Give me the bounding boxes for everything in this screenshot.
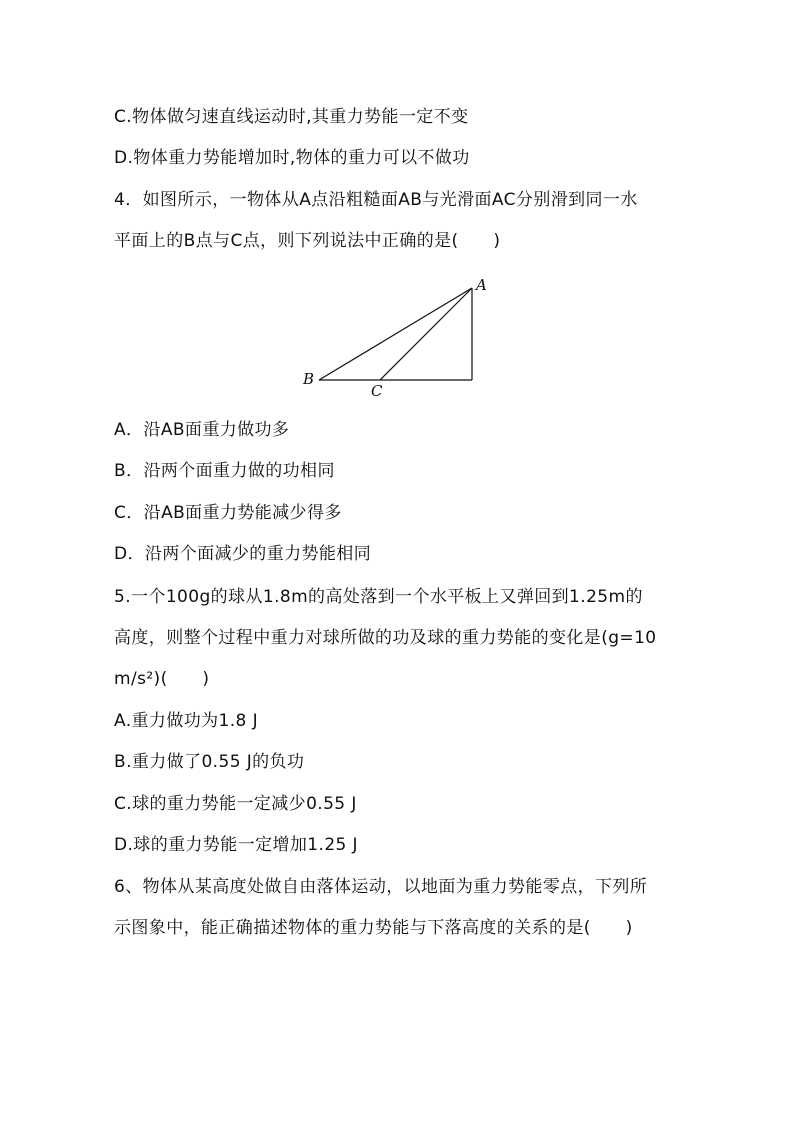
option-3d-text: D.物体重力势能增加时,物体的重力可以不做功 bbox=[114, 148, 470, 168]
question-4-stem-line-1: 4．如图所示，一物体从A点沿粗糙面AB与光滑面AC分别滑到同一水 bbox=[114, 190, 638, 210]
label-a: A bbox=[476, 276, 487, 294]
option-5d-text: D.球的重力势能一定增加1.25 J bbox=[114, 835, 358, 855]
incline-ac bbox=[380, 288, 472, 380]
option-5c-text: C.球的重力势能一定减少0.55 J bbox=[114, 794, 357, 814]
option-4b-text: B．沿两个面重力做的功相同 bbox=[114, 461, 335, 481]
question-6-stem-line-2: 示图象中，能正确描述物体的重力势能与下落高度的关系的是( ) bbox=[114, 918, 633, 938]
question-5-stem-line-2: 高度，则整个过程中重力对球所做的功及球的重力势能的变化是(g=10 bbox=[114, 628, 657, 648]
option-3c-text: C.物体做匀速直线运动时,其重力势能一定不变 bbox=[114, 107, 469, 127]
option-4c-text: C．沿AB面重力势能减少得多 bbox=[114, 503, 342, 523]
label-c: C bbox=[371, 382, 383, 400]
question-4-stem-line-2: 平面上的B点与C点，则下列说法中正确的是( ) bbox=[114, 231, 501, 251]
question-6-stem-line-1: 6、物体从某高度处做自由落体运动，以地面为重力势能零点，下列所 bbox=[114, 877, 648, 897]
incline-ab bbox=[319, 288, 472, 380]
label-b: B bbox=[303, 370, 315, 388]
question-5-stem-line-1: 5.一个100g的球从1.8m的高处落到一个水平板上又弹回到1.25m的 bbox=[114, 587, 643, 607]
option-5a-text: A.重力做功为1.8 J bbox=[114, 711, 258, 731]
question-5-stem-line-3: m/s²)( ) bbox=[114, 669, 210, 689]
incline-diagram bbox=[296, 272, 496, 404]
option-4a-text: A．沿AB面重力做功多 bbox=[114, 420, 290, 440]
option-4d-text: D．沿两个面减少的重力势能相同 bbox=[114, 544, 372, 564]
option-5b-text: B.重力做了0.55 J的负功 bbox=[114, 752, 305, 772]
incline-figure bbox=[296, 272, 496, 404]
